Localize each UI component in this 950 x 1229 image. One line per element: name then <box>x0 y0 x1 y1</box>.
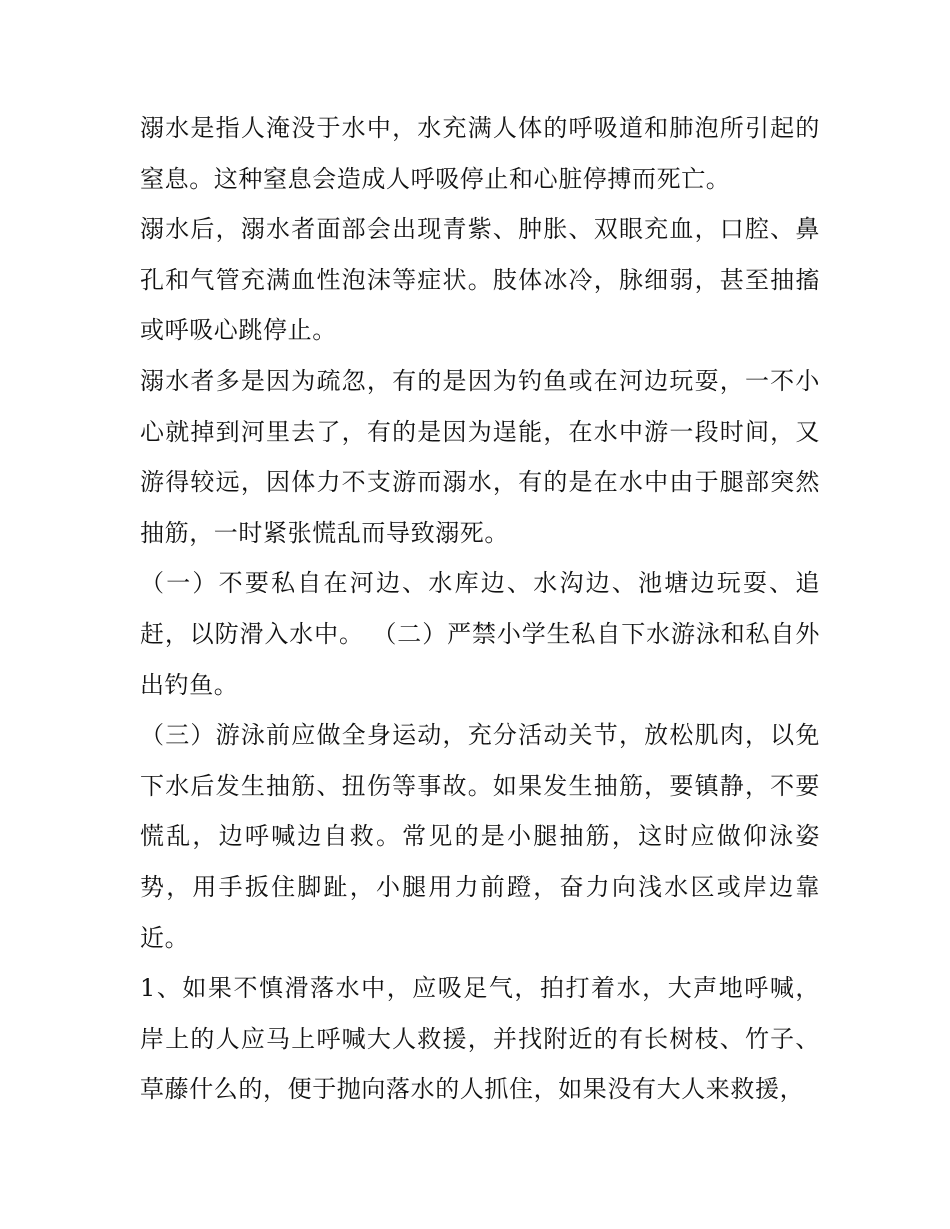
paragraph-drowning-definition: 溺水是指人淹没于水中，水充满人体的呼吸道和肺泡所引起的窒息。这种窒息会造成人呼吸停止和心脏停搏而死亡。 <box>140 114 820 193</box>
paragraph-rules-one-two: （一）不要私自在河边、水库边、水沟边、池塘边玩耍、追赶，以防滑入水中。 （二）严禁小学生私自下水游泳和私自外出钓鱼。 <box>140 569 820 699</box>
paragraph-drowning-causes: 溺水者多是因为疏忽，有的是因为钓鱼或在河边玩耍，一不小心就掉到河里去了，有的是因为逞能，在水中游一段时间，又游得较远，因体力不支游而溺水，有的是在水中由于腿部突然抽筋，一时紧张慌乱而导致溺死。 <box>140 366 820 547</box>
paragraph-rescue-one: 1、如果不慎滑落水中，应吸足气，拍打着水，大声地呼喊，岸上的人应马上呼喊大人救援，并找附近的有长树枝、竹子、草藤什么的，便于抛向落水的人抓住，如果没有大人来救援， <box>140 974 820 1104</box>
paragraph-drowning-symptoms: 溺水后，溺水者面部会出现青紫、肿胀、双眼充血，口腔、鼻孔和气管充满血性泡沫等症状。肢体冰冷，脉细弱，甚至抽搐或呼吸心跳停止。 <box>140 215 820 345</box>
document-body <box>140 103 820 1115</box>
paragraph-rule-three: （三）游泳前应做全身运动，充分活动关节，放松肌肉，以免下水后发生抽筋、扭伤等事故。如果发生抽筋，要镇静，不要慌乱，边呼喊边自救。常见的是小腿抽筋，这时应做仰泳姿势，用手扳住脚趾，小腿用力前蹬，奋力向浅水区或岸边靠近。 <box>140 721 820 952</box>
